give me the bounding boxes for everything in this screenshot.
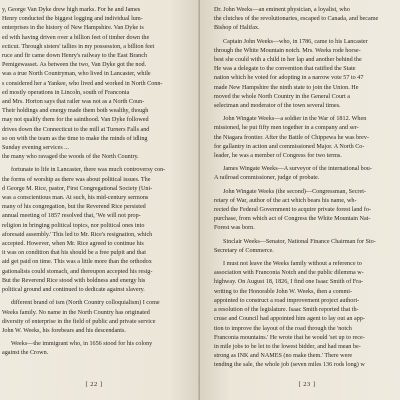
text-line: nation which he voted for adopting in a narrow vote 57 to 47 <box>214 75 364 82</box>
text-line: enterprises in the history of New Hampshire. Van Dyke is <box>2 25 144 32</box>
text-line: ed with having driven over a billion feet of timber down the <box>2 34 150 41</box>
text-line: political ground and continued to dedicate against slavery. <box>2 287 145 294</box>
text-line: for gallantry in action and commissioned Major. A North Co- <box>214 143 365 150</box>
text-line: aid get paid on time. This was a little more than the orthodox <box>2 259 152 266</box>
text-line: cruse and Council had appointed him agent to lay out an app- <box>214 316 365 323</box>
text-line: writing to the Honorable John W. Weeks, then a commi- <box>214 288 353 295</box>
text-line: retary of War, author of the act which bears his name, wh- <box>214 197 357 204</box>
text-line: the many who ravaged the woods of the North Country. <box>2 154 139 161</box>
text-line: John Wingate Weeks—a soldier in the War of 1812. When <box>223 116 367 123</box>
text-line: s considered her a Yankee, who lived and worked in North Conn- <box>2 80 163 87</box>
text-line: against the Crown. <box>2 350 49 357</box>
text-line: Franconia mountains.' He wrote that he would 'set up to rece- <box>214 334 365 341</box>
text-line: was a conscientious man. At such, his mid-century sermons <box>2 195 149 202</box>
text-line: Secretary of Commerce. <box>214 247 274 254</box>
text-line: the clutches of the revolutionaries, escaped to Canada, and became <box>214 16 379 23</box>
text-line: d George M. Rice, pastor, First Congregational Society (Uni- <box>2 185 153 192</box>
text-line: was a true North Countryman, who lived in Lancaster, while <box>2 71 151 78</box>
text-line: Bishop of Halifax. <box>214 25 260 32</box>
text-line: so on with the team as the time to make the minds of idling <box>2 135 148 142</box>
text-line: Henry conducted the biggest logging and individual lum- <box>2 16 143 23</box>
text-line: Forest was born. <box>214 225 255 232</box>
text-line: appointed to construct a road improvement project authori- <box>214 297 360 304</box>
text-line: may not qualify them for the sainthood. Van Dyke followed <box>2 117 149 124</box>
left-page-number: [ 22 ] <box>85 381 103 388</box>
text-line: drives down the Connecticut to the mill at Turners Falls and <box>2 126 150 133</box>
text-line: tion to improve the layout of the road through the 'notch <box>214 325 352 332</box>
text-line: made New Hampshire the ninth state to join the Union. He <box>214 84 359 91</box>
text-line: Their holdings and energy made them both wealthy, though <box>2 108 149 115</box>
text-line: John Wingate Weeks (the second)—Congressman, Secret- <box>223 188 366 195</box>
text-line: purchase, from which act of Congress the White Mountain Nat- <box>214 216 371 223</box>
text-line: ed mostly operations in Lincoln, south of Franconia <box>2 89 130 96</box>
text-line: leader, he was a member of Congress for two terms. <box>214 153 342 160</box>
text-line: through the White Mountain notch. Mrs. Weeks rode horse- <box>214 47 361 54</box>
text-line: ruce and fir came down Henry's railway to the East Branch <box>2 53 148 60</box>
text-line: Sunday evening services ... <box>2 145 69 152</box>
text-line: Weeks—the immigrant who, in 1656 stood for his colony <box>11 341 153 348</box>
text-line: y, George Van Dyke drew high marks. For he and James <box>2 7 141 13</box>
text-line: But the Reverend Rice stood with boldness and energy his <box>2 277 146 284</box>
right-page-text <box>214 6 394 370</box>
text-line: Sinclair Weeks—Senator, National Finance Chairman for Sto- <box>223 238 376 245</box>
text-line: a resolution of the legislature. Isaac Smith reported that th- <box>214 307 359 314</box>
text-line: the forms of worship as there was about political issues. The <box>2 176 151 183</box>
text-line: and Mrs. Horton says that railer was not as a North Coun- <box>2 99 145 106</box>
text-line: A railroad commissioner, judge of probate. <box>214 175 320 182</box>
text-line: fortunate to life in Lancaster, there was much controversy con- <box>11 167 166 174</box>
text-line: religion in bringing political topics, nor political ones into <box>2 222 145 229</box>
text-line: it was on condition that his should be a free pulpit and that <box>2 250 146 257</box>
text-line: John W. Weeks, his forebears and his descendants. <box>2 327 126 334</box>
text-line: in mile jobs to be let to the lowest bidder, and had mean be- <box>214 343 361 350</box>
text-line: rected the Federal Government to acquire private forest land fo- <box>214 207 372 214</box>
text-line: best she could with a child in her lap and another behind the <box>214 57 362 64</box>
text-line: the Niagara frontier. After the Battle of Chippewa he was brev- <box>214 134 369 141</box>
text-line: annual meeting of 1857 resolved that, 'We will not prop- <box>2 213 141 220</box>
text-line: accepted. However, when Mr. Rice agreed to continue his <box>2 241 144 248</box>
text-line: Captain John Weeks—who, in 1786, came to his Lancaster <box>223 38 368 45</box>
text-line: James Wingate Weeks—A surveyor of the international bou- <box>223 166 372 173</box>
text-line: selectman and moderator of the town several times. <box>214 103 341 110</box>
text-line: Pemigewasset. As between the two, Van Dyke got the nod. <box>2 62 147 69</box>
text-line: aforesaid assembly.' This led to Mr. Rice's resignation, which <box>2 231 153 238</box>
text-line: strong as INK and NAMES (no make them.' There were <box>214 353 353 360</box>
text-line: Dr. John Weeks—an eminent physician, a loyalist, who <box>214 7 350 13</box>
text-line: moved the whole North Country in the General Court a <box>214 93 350 100</box>
text-line: He was a delegate to the convention that ratified the State <box>214 66 356 73</box>
text-line: Weeks family. No name in the North Country has originated <box>2 309 150 316</box>
text-line: I must not leave the Weeks family without a reference to <box>223 261 362 268</box>
text-line: missioned, he put fifty men together in a company and ser- <box>214 125 359 132</box>
text-line: many of his congregation, but the Reverend Rice persisted <box>2 204 146 211</box>
left-page-text <box>2 6 188 370</box>
text-line: ecticut. Through sisters' tallies in my possession, a billion feet <box>2 43 155 50</box>
text-line: tending the sale, the whole job (seven miles 136 rods long) w <box>214 362 365 369</box>
right-page <box>200 0 400 400</box>
text-line: association with Franconia Notch and the public dilemma w- <box>214 270 364 277</box>
text-line: highway. On August 18, 1826, I find one Isaac Smith of Fra- <box>214 279 364 286</box>
text-line: gationalists could stomach, and thereupon accepted his resig- <box>2 268 153 275</box>
right-page-number: [ 23 ] <box>298 381 316 388</box>
text-line: diversity of enterprise in the field of public and private service <box>2 318 156 325</box>
text-line: different brand of ism (North Country colloquialism) I come <box>11 300 160 307</box>
